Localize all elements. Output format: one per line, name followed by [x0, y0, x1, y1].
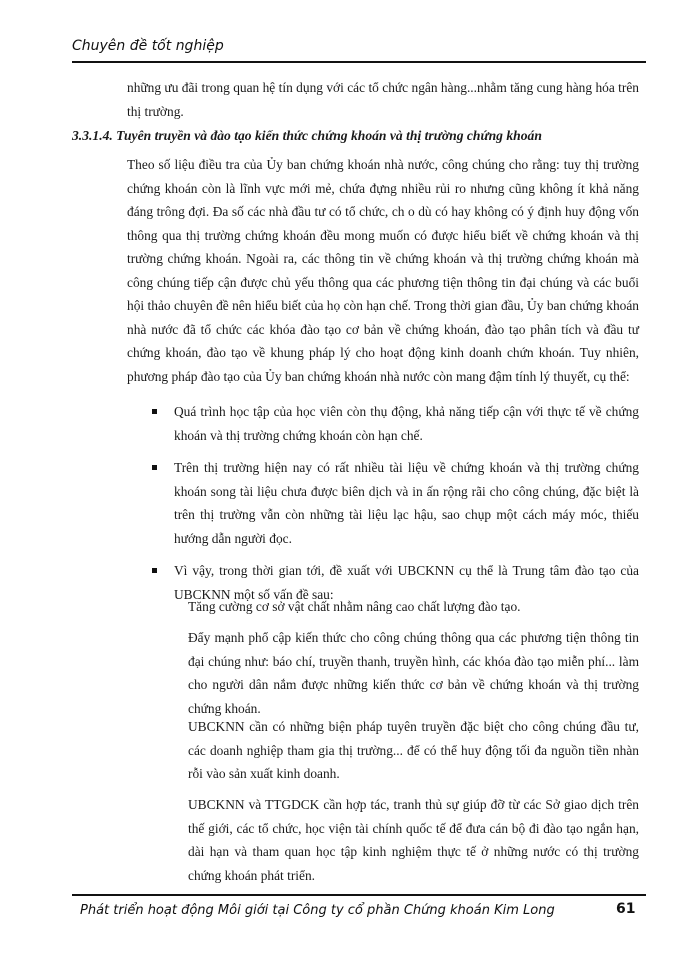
- list-item: [152, 400, 639, 447]
- section-paragraph: Theo số liệu điều tra của Ủy ban chứng khoán nhà nước, công chúng cho rằng: tuy thị trường chứng khoán còn là lĩnh vực mới mẻ, chứa đựng nhiều rủi ro nhưng cũng không ít khả năng đáng trông đợi. Đa số các nhà đầu tư có tổ chức, ch o dù có hay không có ý định huy động vốn thông qua thị trường chứng khoán đều mong muốn có được hiểu biết về chứng khoán và thị trường chứng khoán. Ngoài ra, các thông tin về chứng khoán và thị trường chứng khoán mà công chúng tiếp cận được chủ yếu thông qua các phương tiện thông tin đại chúng và các buổi hội thảo chuyên đề nên hiểu biết của họ còn hạn chế. Trong thời gian đầu, Ủy ban chứng khoán nhà nước đã tổ chức các khóa đào tạo cơ bản về chứng khoán, đào tạo phân tích và đầu tư chứng khoán, đào tạo về khung pháp lý cho hoạt động kinh doanh chứn khoán. Tuy nhiên, phương pháp đào tạo của Ủy ban chứng khoán nhà nước còn mang đậm tính lý thuyết, cụ thể:: [127, 157, 639, 384]
- sub-item: Tăng cường cơ sở vật chất nhằm nâng cao chất lượng đào tạo.: [188, 599, 521, 614]
- bullet-text: Vì vậy, trong thời gian tới, đề xuất với UBCKNN cụ thể là Trung tâm đào tạo của UBCKNN một số vấn đề sau:: [174, 563, 639, 602]
- intro-paragraph: những ưu đãi trong quan hệ tín dụng với các tổ chức ngân hàng...nhằm tăng cung hàng hóa trên thị trường.: [127, 80, 639, 119]
- list-item: [152, 456, 639, 550]
- square-bullet-icon: [152, 465, 157, 470]
- sub-item: UBCKNN và TTGDCK cần hợp tác, tranh thủ sự giúp đỡ từ các Sở giao dịch trên thế giới, các tổ chức, học viện tài chính quốc tế để đưa cán bộ đi đào tạo ngắn hạn, dài hạn và tham quan học tập kinh nghiệm thực tế ở những nước có thị trường chứng khoán phát triển.: [188, 797, 639, 883]
- header-divider: [72, 61, 646, 63]
- sub-item: Đẩy mạnh phổ cập kiến thức cho công chúng thông qua các phương tiện thông tin đại chúng như: báo chí, truyền thanh, truyền hình, các khóa đào tạo miễn phí... làm cho người dân nắm được những kiến thức cơ bản về chứng khoán và thị trường chứng khoán.: [188, 630, 639, 716]
- sub-item: UBCKNN cần có những biện pháp tuyên truyền đặc biệt cho công chúng đầu tư, các doanh nghiệp tham gia thị trường... để có thể huy động tối đa nguồn tiền nhàn rỗi vào sản xuất kinh doanh.: [188, 719, 639, 781]
- footer-divider: [72, 894, 646, 896]
- running-footer: Phát triển hoạt động Môi giới tại Công ty cổ phần Chứng khoán Kim Long: [80, 903, 555, 918]
- bullet-list: [152, 400, 639, 615]
- bullet-text: Trên thị trường hiện nay có rất nhiều tài liệu về chứng khoán và thị trường chứng khoán song tài liệu chưa được biên dịch và in ấn rộng rãi cho công chúng, đặc biệt là trên thị trường vẫn còn những tài liệu lạc hậu, sao chụp một cách máy móc, thiếu hướng dẫn người đọc.: [174, 460, 639, 546]
- square-bullet-icon: [152, 409, 157, 414]
- page-number: 61: [616, 901, 636, 917]
- section-heading: 3.3.1.4. Tuyên truyền và đào tạo kiến thức chứng khoán và thị trường chứng khoán: [72, 128, 542, 143]
- square-bullet-icon: [152, 568, 157, 573]
- running-header: Chuyên đề tốt nghiệp: [72, 38, 224, 54]
- bullet-text: Quá trình học tập của học viên còn thụ động, khả năng tiếp cận với thực tế về chứng khoán và thị trường chứng khoán còn hạn chế.: [174, 404, 639, 443]
